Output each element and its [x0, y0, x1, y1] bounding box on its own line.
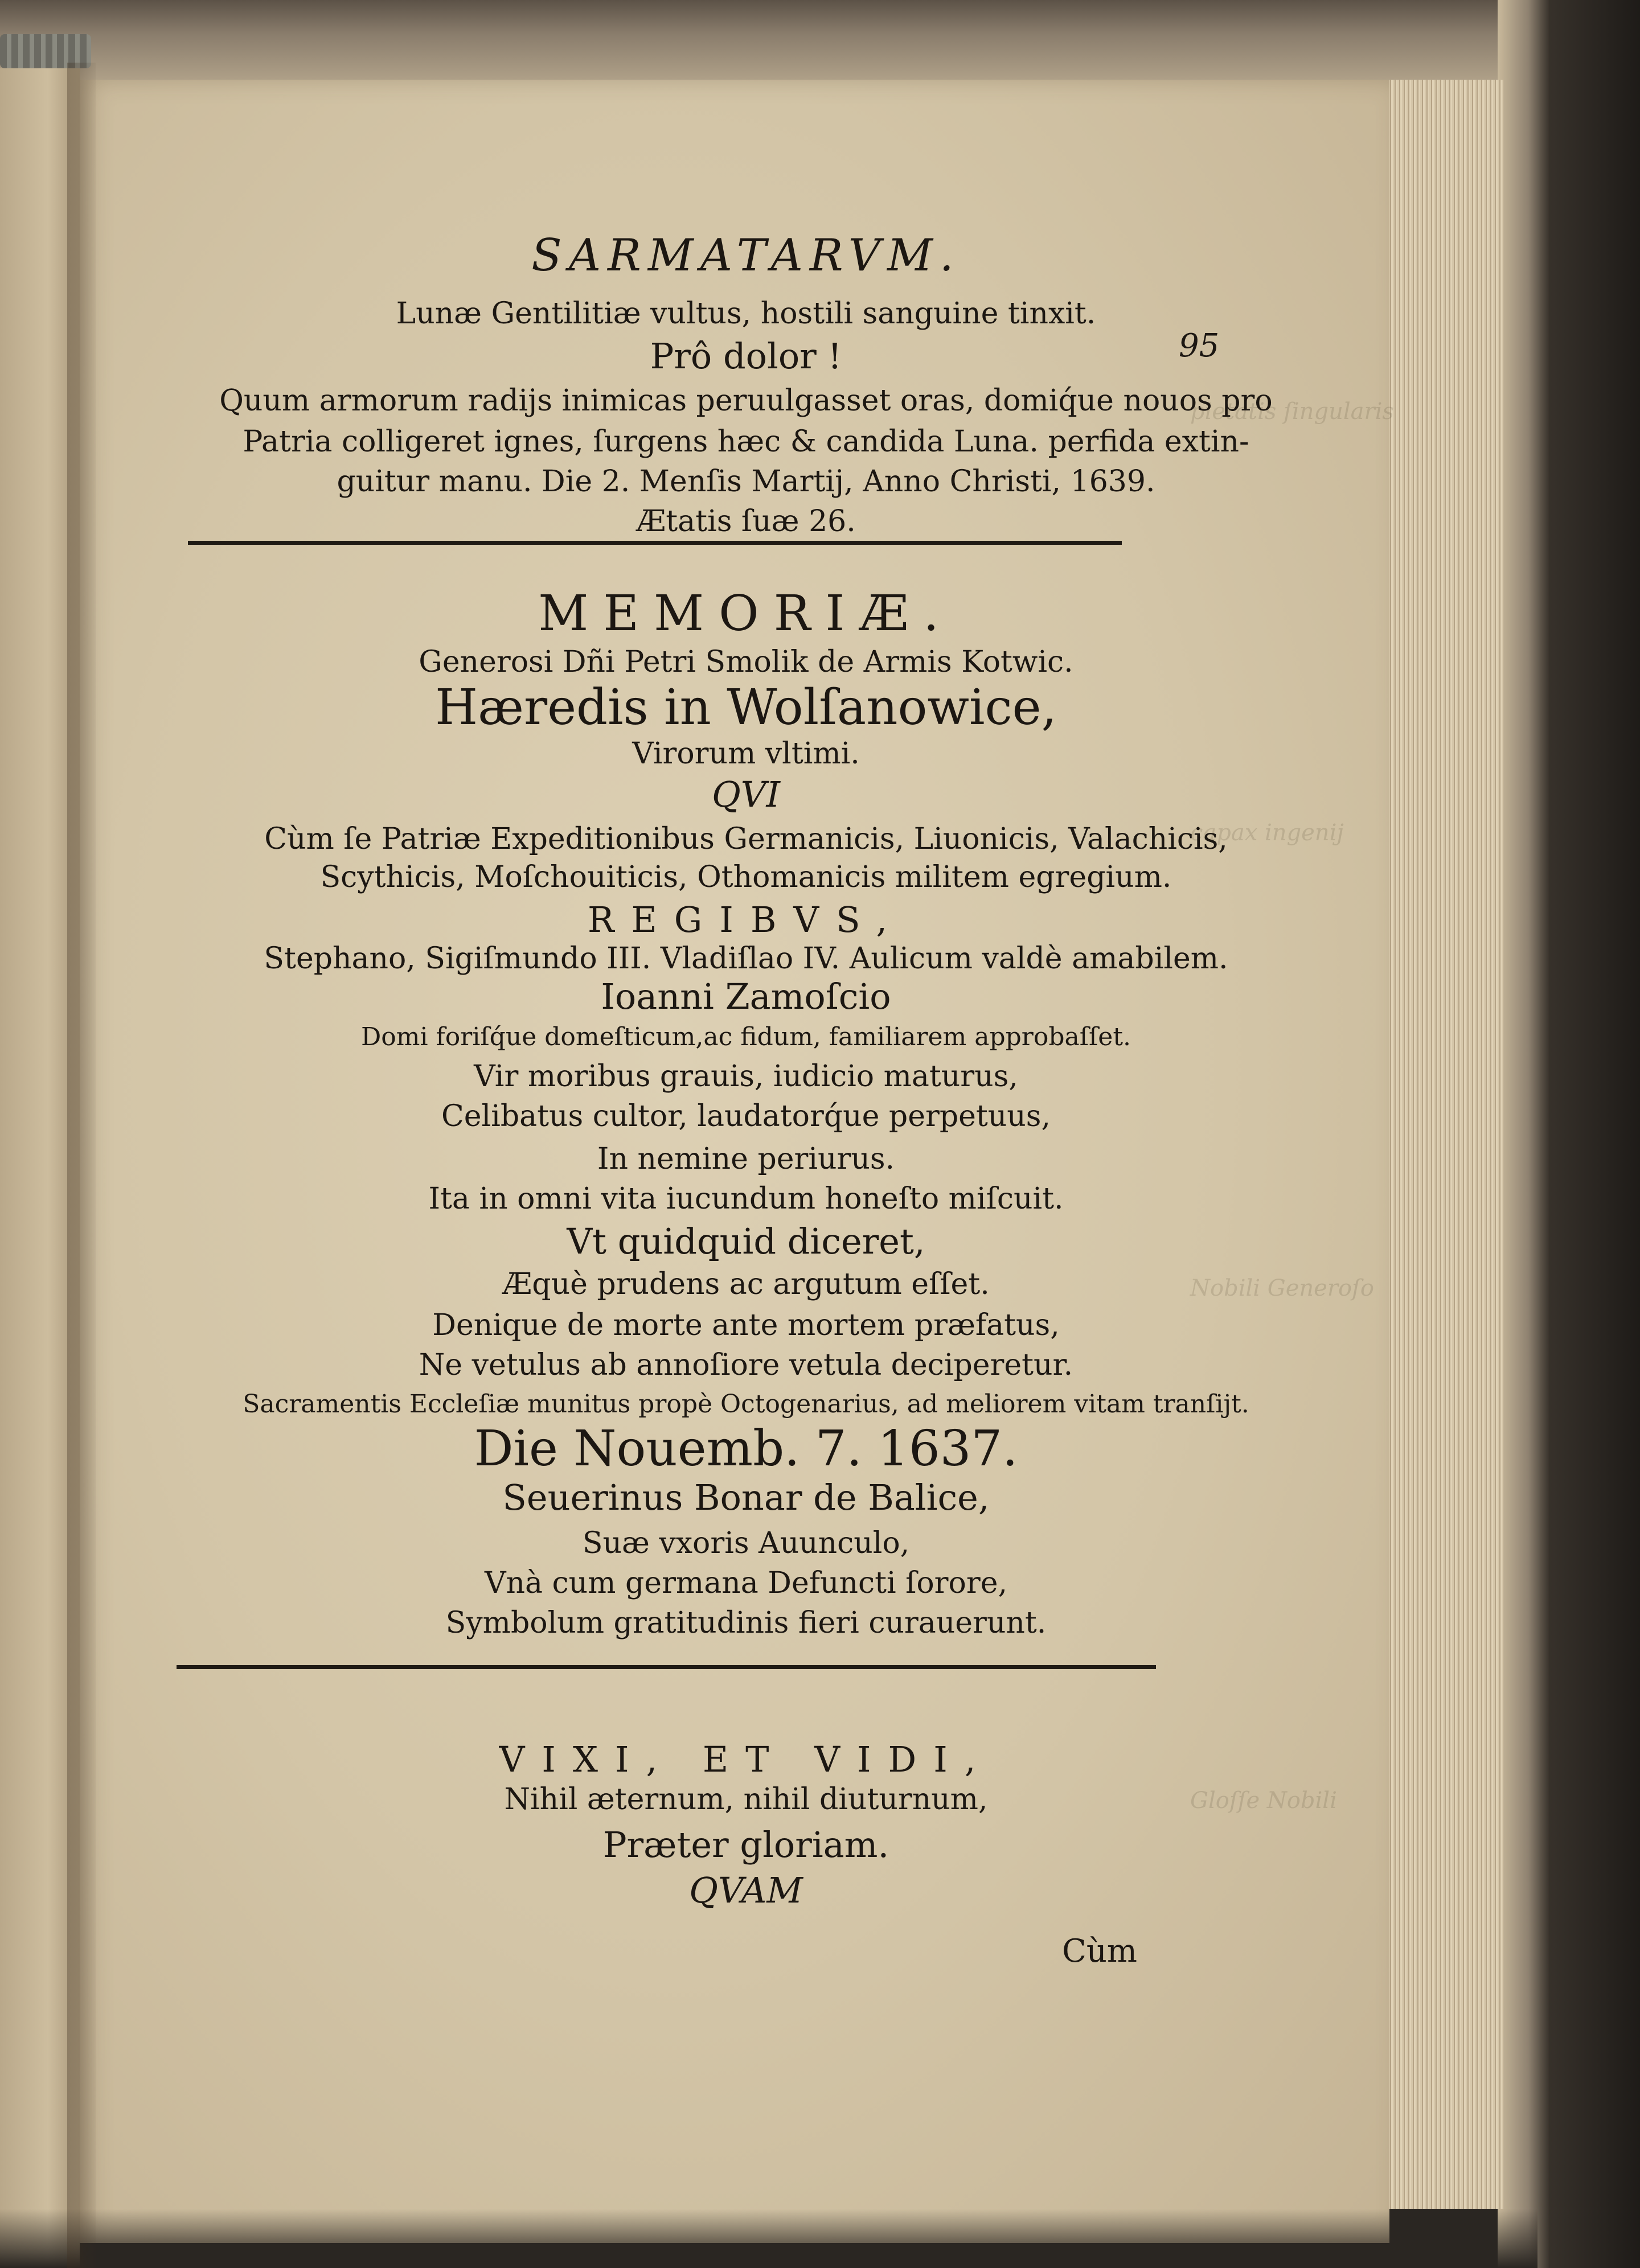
bottom-shadow	[0, 2209, 1538, 2268]
text-line: Generosi Dñi Petri Smolik de Armis Kotwic.	[419, 645, 1073, 679]
text-line: Stephano, Sigiſmundo III. Vladiſlao IV. Aulicum valdè amabilem.	[264, 942, 1228, 976]
text-line: Ne vetulus ab annoſiore vetula deciperetur.	[419, 1348, 1073, 1382]
section-heading: MEMORIÆ.	[538, 585, 954, 642]
text-line: QVAM	[689, 1870, 803, 1911]
text-line: Die Nouemb. 7. 1637.	[474, 1420, 1018, 1477]
backdrop	[1538, 0, 1640, 2268]
text-line: QVI	[711, 774, 781, 815]
cover-edge	[1498, 0, 1549, 2268]
catchword: Cùm	[1062, 1933, 1138, 1970]
divider-rule	[188, 541, 1122, 545]
divider-rule	[177, 1665, 1156, 1669]
text-line: Ita in omni vita iucundum honeſto miſcuit.	[428, 1182, 1064, 1216]
text-line: guitur manu. Die 2. Menſis Martij, Anno Christi, 1639.	[337, 465, 1155, 499]
text-line: Prô dolor !	[650, 335, 842, 377]
text-line: Cùm ſe Patriæ Expeditionibus Germanicis, Liuonicis, Valachicis,	[264, 822, 1228, 856]
text-line: Lunæ Gentilitiæ vultus, hostili sanguine tinxit.	[396, 297, 1096, 331]
text-line: Æquè prudens ac argutum eſſet.	[502, 1267, 990, 1301]
page-edges	[1384, 80, 1503, 2209]
text-line: Sacramentis Eccleſiæ munitus propè Octogenarius, ad meliorem vitam tranſijt.	[243, 1390, 1249, 1419]
text-line: Vnà cum germana Defuncti ſorore,	[484, 1566, 1008, 1600]
text-line: Hæredis in Wolſanowice,	[435, 679, 1057, 736]
page-number: 95	[1179, 327, 1220, 364]
text-line: Celibatus cultor, laudatorq́ue perpetuus,	[441, 1099, 1051, 1133]
text-line: In nemine periurus.	[597, 1142, 895, 1176]
running-head: SARMATARVM.	[531, 230, 961, 281]
text-line: Ioanni Zamoſcio	[601, 976, 891, 1017]
text-line: Vir moribus grauis, iudicio maturus,	[474, 1059, 1018, 1094]
text-line: Ætatis ſuæ 26.	[636, 504, 856, 539]
text-line: Denique de morte ante mortem præfatus,	[432, 1308, 1060, 1342]
text-line: Nihil æternum, nihil diuturnum,	[504, 1782, 988, 1817]
text-line: Vt quidquid diceret,	[567, 1221, 925, 1262]
text-line: Præter gloriam.	[602, 1824, 889, 1866]
text-line: Quum armorum radijs inimicas peruulgasset oras, domiq́ue nouos pro	[219, 384, 1273, 418]
book-top-edge	[0, 0, 1538, 85]
text-line: VIXI, ET VIDI,	[499, 1739, 993, 1780]
text-line: Suæ vxoris Auunculo,	[582, 1526, 910, 1560]
text-line: Domi foriſq́ue domeſticum,ac fidum, familiarem approbaſſet.	[360, 1022, 1131, 1051]
text-line: Symbolum gratitudinis fieri curauerunt.	[445, 1606, 1047, 1640]
text-line: REGIBVS,	[587, 899, 905, 940]
text-line: Seuerinus Bonar de Balice,	[502, 1477, 990, 1518]
book-page: pietatis ſingularis capax ingenij Nobili Generoſo Gloſſe Nobili SARMATARVM. 95 Lunæ Gentilitiæ vultus, hostili sanguine tinxit. Prô dolor ! Quum armorum radijs inimicas peruulgasset oras, domiq́ue nouos pro Patria colligeret ignes, ſurgens hæc & candida Luna. perfida extin- guitur manu. Die 2. Menſis Martij, Anno Christi, 1639. Ætatis ſuæ 26. MEMORIÆ. Generosi Dñi Petri Smolik de Armis Kotwic. Hæredis in Wolſanowice, Virorum vltimi. QVI Cùm ſe Patriæ Expeditionibus Germanicis, Liuonicis, Valachicis, Scythicis, Moſchouiticis, Othomanicis militem egregium. REGIBVS, Stephano, Sigiſmundo III. Vladiſlao IV. Aulicum valdè amabilem. Ioanni Zamoſcio Domi foriſq́ue domeſticum,ac fidum, familiarem approbaſſet. Vir moribus grauis, iudicio maturus, Celibatus cultor, laudatorq́ue perpetuus, In nemine periurus. Ita in omni vita iucundum honeſto miſcuit. Vt quidquid diceret, Æquè prudens ac argutum eſſet. Denique de morte ante mortem præfatus, Ne vetulus ab annoſiore vetula deciperetur. Sacramentis Eccleſiæ munitus propè Octogenarius, ad meliorem vitam tranſijt. Die Nouemb. 7. 1637. Seuerinus Bonar de Balice, Suæ vxoris Auunculo, Vnà cum germana Defuncti ſorore, Symbolum gratitudinis fieri curauerunt. VIXI, ET VIDI, Nihil æternum, nihil diuturnum, Præter gloriam. QVAM	[80, 80, 1389, 2243]
text-line: Virorum vltimi.	[632, 737, 860, 771]
text-line: Scythicis, Moſchouiticis, Othomanicis militem egregium.	[320, 860, 1172, 894]
gutter-shadow	[67, 63, 96, 2268]
text-line: Patria colligeret ignes, ſurgens hæc & candida Luna. perfida extin-	[243, 425, 1249, 459]
